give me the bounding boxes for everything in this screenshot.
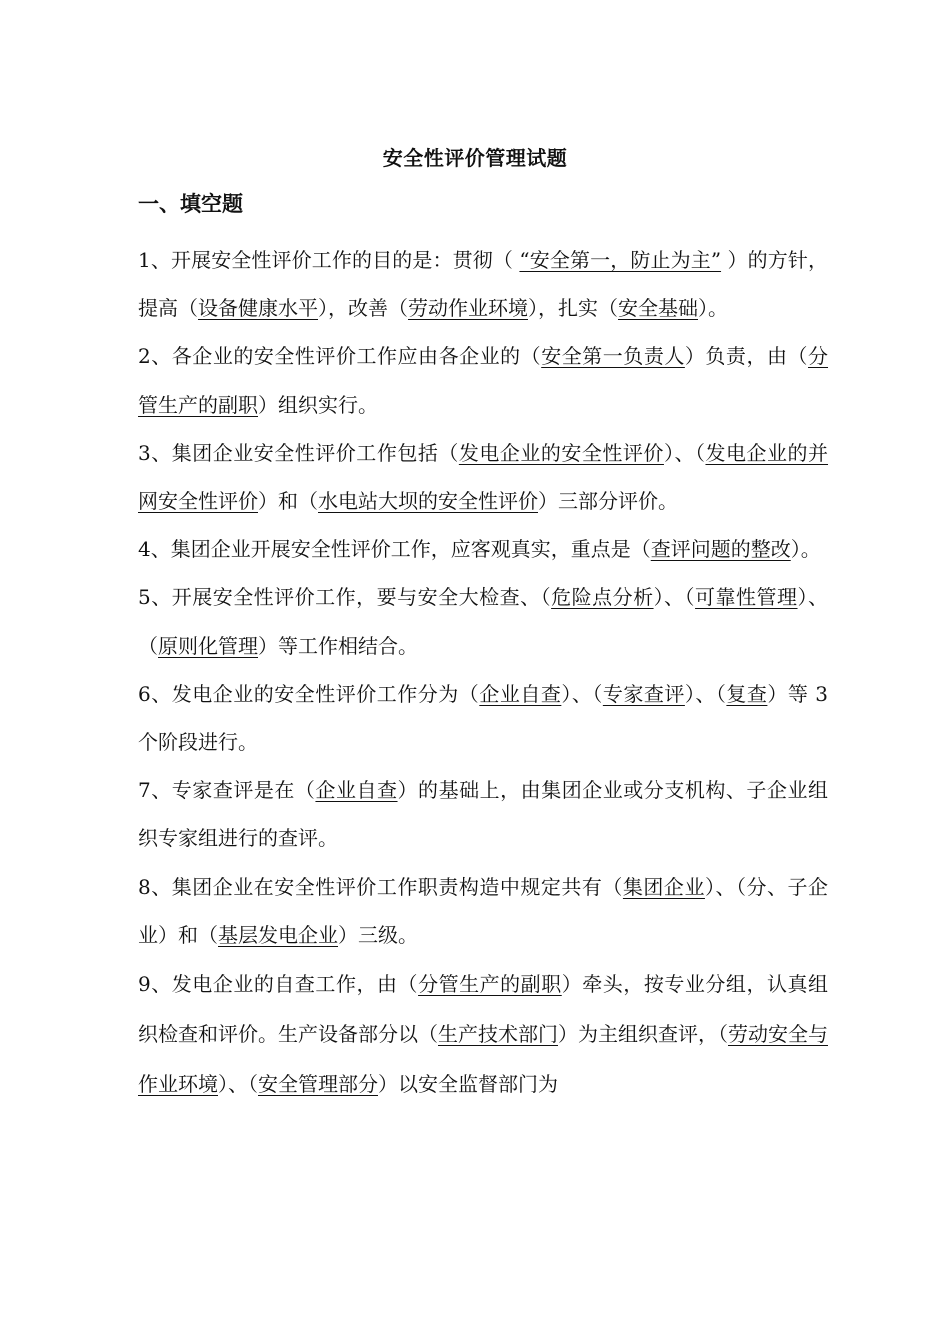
question-text: ）和（ [258,489,318,514]
answer-blank: 劳动作业环境 [408,296,528,321]
question-item [138,525,828,573]
answer-blank: “安全第一，防止为主” [519,248,722,272]
answer-blank: 可靠性管理 [695,585,798,610]
question-list [138,236,828,1109]
question-text: 5、开展安全性评价工作，要与安全大检查、（ [138,585,552,610]
question-text: ）、（ [653,585,696,610]
question-text: ）的基础上，由集团企业或分支机构、子企业组织专家组进行的查评。 [138,778,828,851]
question-text: 4、集团企业开展安全性评价工作，应客观真实，重点是（ [138,537,651,562]
question-text: ）等 3 个阶段进行。 [138,681,829,755]
question-item [138,863,828,959]
answer-blank: 集团企业 [622,874,705,899]
question-item [138,573,828,669]
answer-blank: 原则化管理 [158,633,258,658]
answer-blank: 安全第一负责人 [541,344,685,369]
question-text: ），改善（ [318,296,408,321]
answer-blank: 生产技术部门 [438,1022,558,1047]
question-text: ）、（ [663,440,706,465]
question-text: ）、（ [561,681,603,706]
answer-blank: 分管生产的副职 [138,344,829,417]
answer-blank: 企业自查 [479,681,562,706]
answer-blank: 企业自查 [315,778,398,803]
document-title: 安全性评价管理试题 [382,146,568,170]
answer-blank: 危险点分析 [551,585,654,610]
question-text: 7、专家查评是在（ [138,778,316,803]
answer-blank: 安全基础 [618,296,698,321]
question-text: ），扎实（ [528,296,618,321]
question-text: 9、发电企业的自查工作，由（ [138,972,419,997]
section-heading: 一、填空题 [138,192,243,216]
question-text: 3、集团企业安全性评价工作包括（ [138,440,459,465]
answer-blank: 水电站大坝的安全性评价 [318,489,538,514]
question-text: ）组织实行。 [258,392,378,417]
question-item [138,766,828,862]
question-text: 1、开展安全性评价工作的目的是：贯彻（ [138,248,520,272]
question-text: ）、（分、子企业）和（ [138,874,828,947]
question-text: ）、（ [138,585,829,658]
question-text: ）为主组织查评，（ [558,1022,728,1047]
question-text: ）。 [790,537,821,562]
answer-blank: 劳动安全与作业环境 [138,1022,828,1097]
question-item [138,236,828,332]
answer-blank: 设备健康水平 [198,296,318,321]
answer-blank: 分管生产的副职 [418,972,562,997]
question-text: 8、集团企业在安全性评价工作职责构造中规定共有（ [138,874,623,899]
question-text: ）负责，由（ [684,344,809,369]
answer-blank: 基层发电企业 [218,922,338,947]
question-text: ）以安全监督部门为 [378,1072,558,1097]
question-text: ）、（ [218,1072,258,1097]
answer-blank: 安全管理部分 [258,1072,378,1097]
answer-blank: 查评问题的整改 [650,537,791,562]
question-item [138,429,828,525]
question-text: ）牵头，按专业分组，认真组织检查和评价。生产设备部分以（ [138,972,829,1047]
question-text: ）等工作相结合。 [258,633,418,658]
question-item [138,670,828,766]
answer-blank: 发电企业的并网安全性评价 [138,440,829,514]
answer-blank: 专家查评 [602,681,685,706]
question-text: ）、（ [684,681,727,706]
question-text: 2、各企业的安全性评价工作应由各企业的（ [138,344,542,369]
question-text: ）。 [698,296,728,321]
answer-blank: 发电企业的安全性评价 [458,440,664,465]
question-item [138,959,828,1109]
answer-blank: 复查 [726,681,768,706]
question-text: ）三部分评价。 [538,489,678,514]
question-text: ）三级。 [338,922,418,947]
question-text: 6、发电企业的安全性评价工作分为（ [138,681,480,706]
question-item [138,332,828,428]
question-text: ）的方针，提高（ [138,248,828,321]
